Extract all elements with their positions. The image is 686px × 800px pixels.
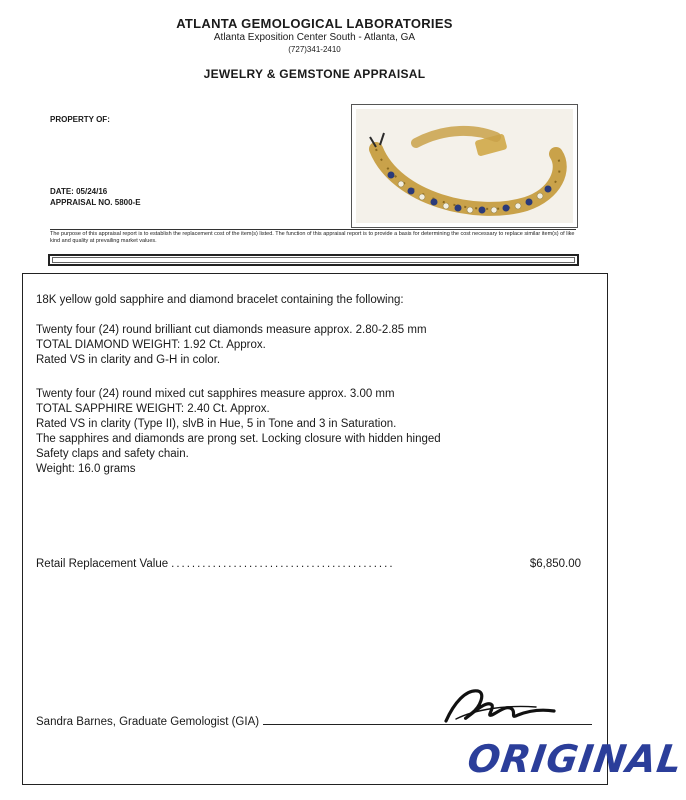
sapphire-line-1: Twenty four (24) round mixed cut sapphires measure approx. 3.00 mm <box>36 388 395 400</box>
header-bar <box>48 254 579 266</box>
property-of-label: PROPERTY OF: <box>50 115 110 124</box>
weight-line: Weight: 16.0 grams <box>36 463 136 475</box>
diamond-line-3: Rated VS in clarity and G-H in color. <box>36 354 221 366</box>
bracelet-image <box>356 109 573 223</box>
lab-name: ATLANTA GEMOLOGICAL LABORATORIES <box>176 16 453 31</box>
retail-value-amount: $6,850.00 <box>529 558 581 570</box>
appraisal-number: APPRAISAL NO. 5800-E <box>50 198 141 207</box>
sapphire-line-2: TOTAL SAPPHIRE WEIGHT: 2.40 Ct. Approx. <box>36 403 270 415</box>
sapphire-line-5: Safety claps and safety chain. <box>36 448 189 460</box>
leader-dots: ........................................... <box>171 558 395 570</box>
original-stamp: ORIGINAL <box>464 737 686 781</box>
handwritten-signature <box>436 683 576 729</box>
diamond-line-1: Twenty four (24) round brilliant cut diamonds measure approx. 2.80-2.85 mm <box>36 324 427 336</box>
retail-value-row <box>36 558 581 570</box>
sapphire-line-4: The sapphires and diamonds are prong set. Locking closure with hidden hinged <box>36 433 441 445</box>
sapphire-line-3: Rated VS in clarity (Type II), slvB in Hue, 5 in Tone and 3 in Saturation. <box>36 418 397 430</box>
description-intro: 18K yellow gold sapphire and diamond bracelet containing the following: <box>36 294 404 306</box>
lab-phone: (727)341-2410 <box>288 45 341 54</box>
retail-value-label: Retail Replacement Value <box>36 558 169 570</box>
bracelet-photo <box>351 104 578 228</box>
gemologist-name: Sandra Barnes, Graduate Gemologist (GIA) <box>36 716 260 728</box>
purpose-divider <box>50 229 576 230</box>
document-title: JEWELRY & GEMSTONE APPRAISAL <box>203 67 426 81</box>
purpose-statement: The purpose of this appraisal report is to establish the replacement cost of the item(s) listed. The function of this appraisal report is to provide a basis for determining the cost necessary to replace similar item(s) of like kind and quality at prevailing market values. <box>50 231 575 244</box>
lab-address: Atlanta Exposition Center South - Atlanta, GA <box>213 32 416 43</box>
appraisal-date: DATE: 05/24/16 <box>50 187 108 196</box>
diamond-line-2: TOTAL DIAMOND WEIGHT: 1.92 Ct. Approx. <box>36 339 266 351</box>
